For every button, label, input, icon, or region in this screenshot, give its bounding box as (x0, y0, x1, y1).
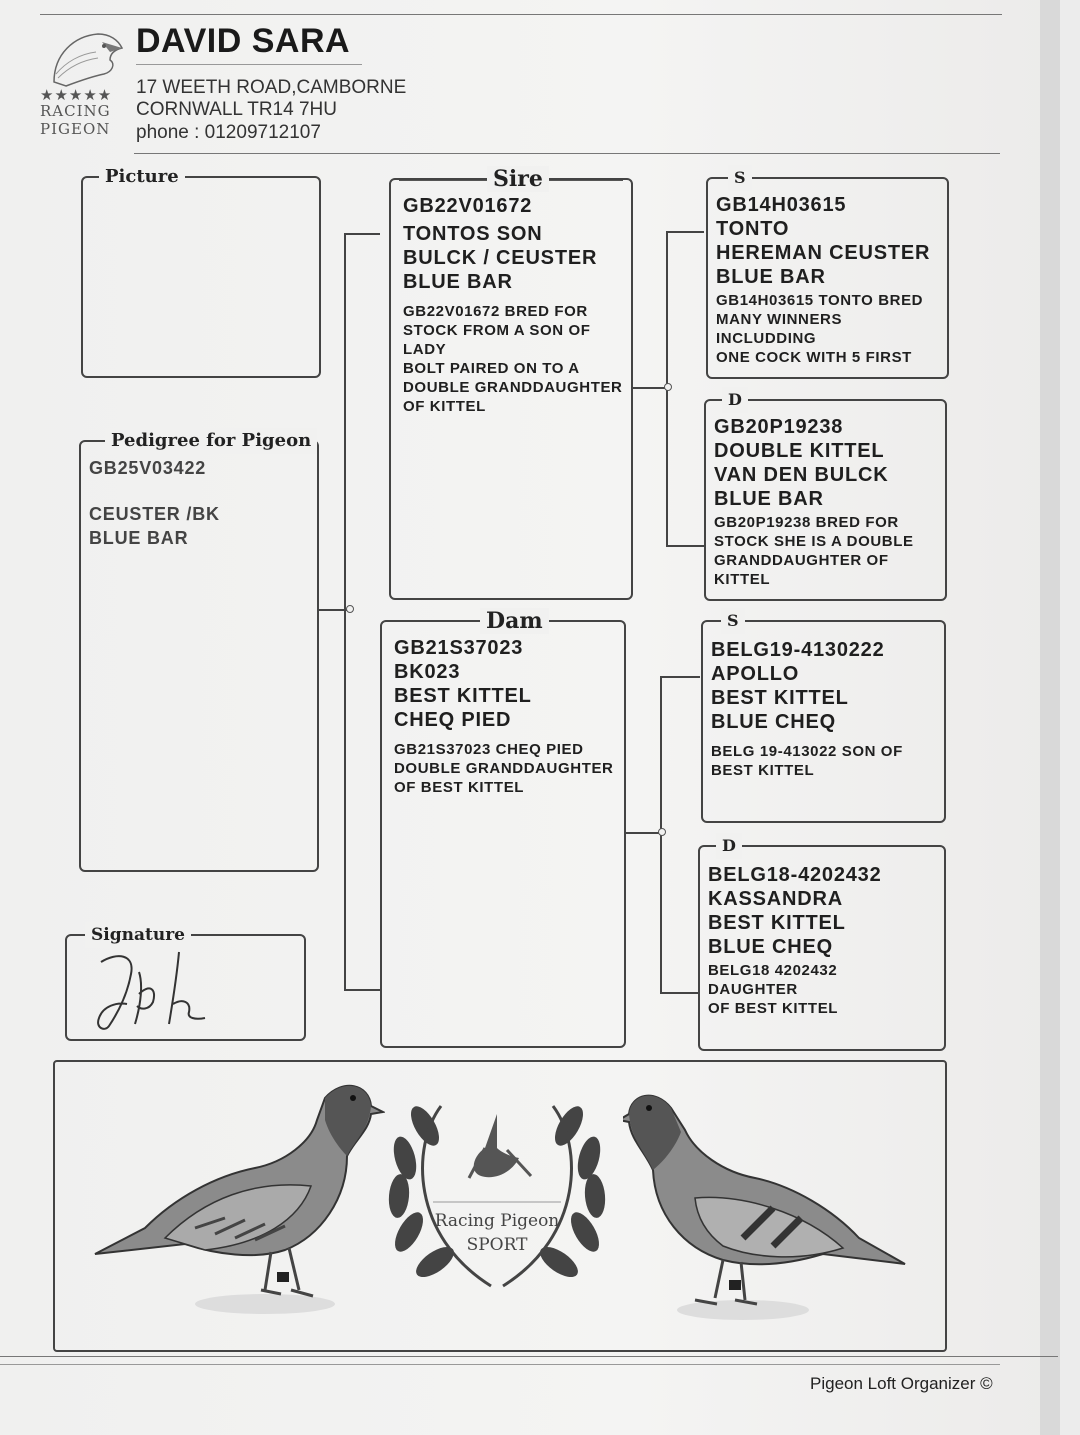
sire-colour: BLUE BAR (403, 271, 513, 293)
sire-dam-legend: D (722, 387, 748, 413)
dam-sire-colour: BLUE CHEQ (711, 711, 836, 733)
sire-sire-colour: BLUE BAR (716, 266, 826, 288)
sire-note: LADY (403, 341, 447, 358)
emblem-line1: Racing Pigeon (434, 1211, 560, 1231)
sire-legend: Sire (487, 166, 549, 192)
connector-sire-parents (666, 231, 704, 547)
sire-box (389, 166, 633, 600)
top-rule (40, 14, 1002, 15)
signature-scribble-icon (87, 944, 227, 1036)
sire-name: TONTOS SON (403, 223, 543, 245)
sire-dam-name: DOUBLE KITTEL (714, 440, 885, 462)
signature-box[interactable] (65, 925, 306, 1041)
sire-sire-box (706, 168, 949, 379)
connector-dam-parents (660, 676, 700, 994)
dam-strain: BEST KITTEL (394, 685, 532, 707)
dam-sire-legend: S (721, 608, 745, 634)
dam-note: OF BEST KITTEL (394, 779, 525, 796)
sire-dam-colour: BLUE BAR (714, 488, 824, 510)
sire-sire-ring: GB14H03615 (716, 194, 847, 216)
title-underline (136, 64, 362, 65)
sire-strain: BULCK / CEUSTER (403, 247, 598, 269)
picture-legend: Picture (99, 164, 185, 190)
dam-note: DOUBLE GRANDDAUGHTER (394, 760, 614, 777)
breeder-address-line1: 17 WEETH ROAD,CAMBORNE (136, 77, 407, 98)
sire-sire-name: TONTO (716, 218, 790, 240)
sire-dam-ring: GB20P19238 (714, 416, 844, 438)
dam-box (380, 608, 626, 1048)
sire-sire-note: INCLUDDING (716, 330, 817, 347)
pigeon-colour: BLUE BAR (89, 528, 189, 548)
sire-note: OF KITTEL (403, 398, 486, 415)
bottom-rule (0, 1356, 1058, 1357)
dam-dam-strain: BEST KITTEL (708, 912, 846, 934)
paper-edge (1040, 0, 1060, 1435)
bottom-banner (53, 1060, 947, 1352)
sire-dam-strain: VAN DEN BULCK (714, 464, 889, 486)
pigeon-box (79, 430, 319, 872)
sire-ring: GB22V01672 (403, 195, 533, 217)
dam-ring: GB21S37023 (394, 637, 524, 659)
pigeon-legend: Pedigree for Pigeon (105, 428, 317, 454)
breeder-name: DAVID SARA (136, 22, 351, 60)
sire-note: STOCK FROM A SON OF (403, 322, 591, 339)
racing-pigeon-logo-icon (36, 24, 128, 142)
pigeon-ring: GB25V03422 (89, 458, 207, 478)
dam-sire-box (701, 611, 946, 823)
dam-legend: Dam (480, 608, 549, 634)
connector-dot (346, 605, 354, 613)
sire-dam-note: GB20P19238 BRED FOR (714, 514, 899, 531)
dam-dam-box (698, 836, 946, 1051)
dam-dam-note: DAUGHTER (708, 981, 798, 998)
right-pigeon-icon (623, 1078, 913, 1328)
svg-text:★★★★★: ★★★★★ (40, 86, 113, 104)
dam-dam-note: BELG18 4202432 (708, 962, 838, 979)
dam-note: GB21S37023 CHEQ PIED (394, 741, 584, 758)
sire-sire-note: ONE COCK WITH 5 FIRST (716, 349, 912, 366)
breeder-phone: phone : 01209712107 (136, 122, 321, 143)
dam-dam-note: OF BEST KITTEL (708, 1000, 839, 1017)
dam-dam-legend: D (716, 833, 742, 859)
dam-sire-ring: BELG19-4130222 (711, 639, 885, 661)
dam-dam-name: KASSANDRA (708, 888, 843, 910)
dam-sire-name: APOLLO (711, 663, 800, 685)
breeder-address-line2: CORNWALL TR14 7HU (136, 99, 337, 120)
footer-credit: Pigeon Loft Organizer © (810, 1374, 993, 1393)
header-rule (134, 153, 1000, 154)
wreath-emblem-icon (381, 1086, 613, 1296)
dam-sire-strain: BEST KITTEL (711, 687, 849, 709)
sire-dam-box (704, 390, 947, 601)
sire-sire-legend: S (728, 165, 752, 191)
sire-note: BOLT PAIRED ON TO A (403, 360, 580, 377)
dam-dam-colour: BLUE CHEQ (708, 936, 833, 958)
pigeon-strain: CEUSTER /BK (89, 504, 220, 524)
sire-dam-note: STOCK SHE IS A DOUBLE (714, 533, 914, 550)
logo-text-racing: RACING (40, 102, 111, 120)
emblem-line2: SPORT (466, 1235, 528, 1255)
sire-dam-note: GRANDDAUGHTER OF (714, 552, 889, 569)
left-pigeon-icon (85, 1068, 385, 1318)
sire-dam-note: KITTEL (714, 571, 771, 588)
sire-sire-strain: HEREMAN CEUSTER (716, 242, 931, 264)
signature-legend: Signature (85, 922, 191, 948)
dam-dam-ring: BELG18-4202432 (708, 864, 882, 886)
picture-box[interactable] (81, 166, 321, 378)
dam-colour: CHEQ PIED (394, 709, 512, 731)
connector-dot (664, 383, 672, 391)
connector-dot (658, 828, 666, 836)
dam-sire-note: BEST KITTEL (711, 762, 815, 779)
logo-text-pigeon: PIGEON (40, 120, 111, 138)
sire-sire-note: GB14H03615 TONTO BRED (716, 292, 924, 309)
sire-sire-note: MANY WINNERS (716, 311, 843, 328)
bottom-rule-2 (0, 1364, 1000, 1365)
sire-note: GB22V01672 BRED FOR (403, 303, 588, 320)
sire-note: DOUBLE GRANDDAUGHTER (403, 379, 623, 396)
dam-name: BK023 (394, 661, 461, 683)
dam-sire-note: BELG 19-413022 SON OF (711, 743, 903, 760)
